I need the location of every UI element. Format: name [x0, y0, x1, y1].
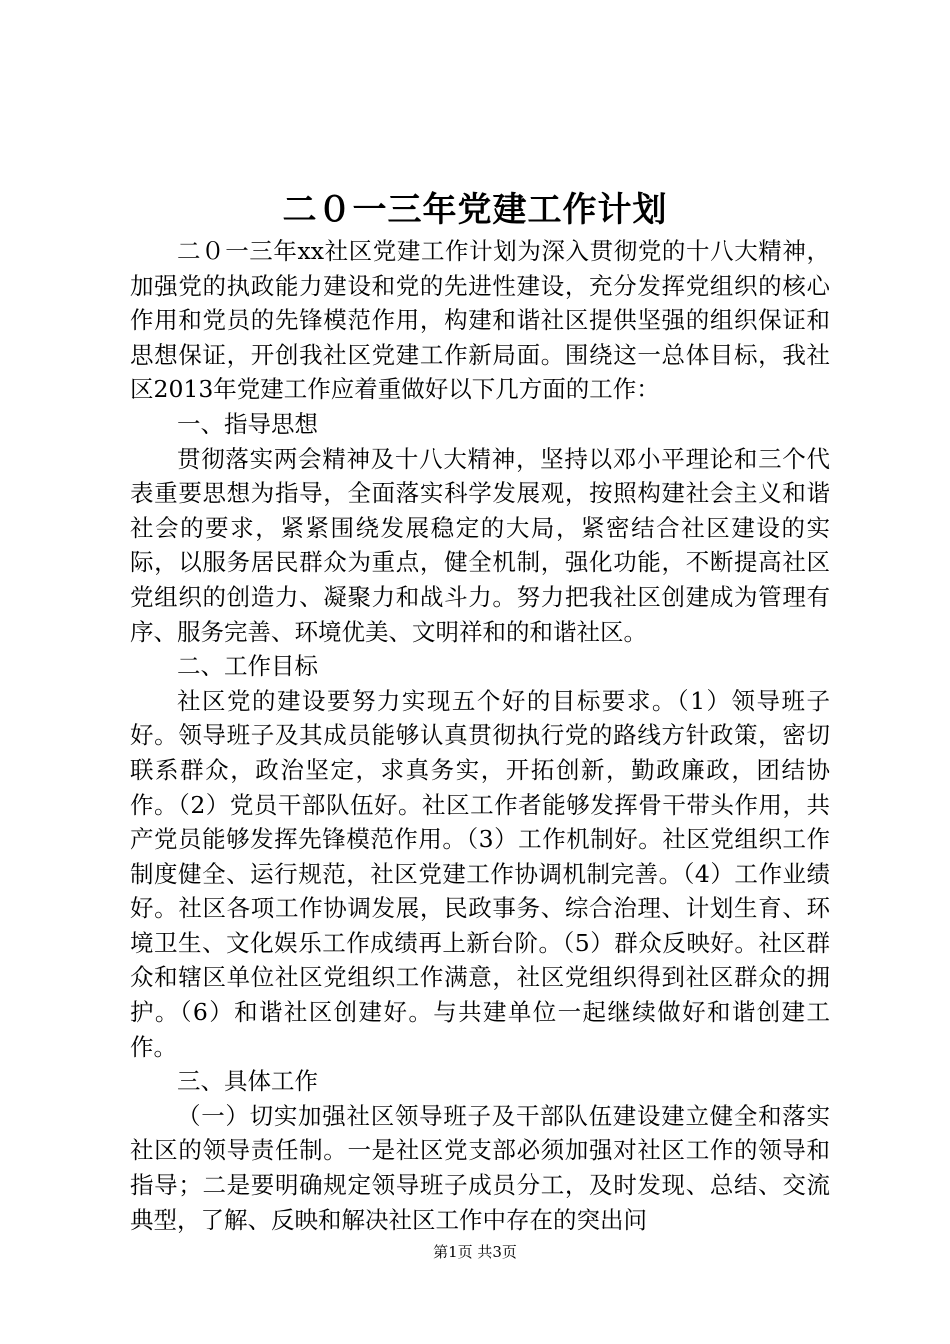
specific-work-paragraph: （一）切实加强社区领导班子及干部队伍建设建立健全和落实社区的领导责任制。一是社区党支部必须加强对社区工作的领导和指导；二是要明确规定领导班子成员分工，及时发现、总结、交流典型，了解、反映和解决社区工作中存在的突出问 — [130, 1101, 830, 1234]
section-heading-specific-work: 三、具体工作 — [177, 1067, 318, 1096]
guiding-ideology-paragraph: 贯彻落实两会精神及十八大精神，坚持以邓小平理论和三个代表重要思想为指导，全面落实科学发展观，按照构建社会主义和谐社会的要求，紧紧围绕发展稳定的大局，紧密结合社区建设的实际，以服务居民群众为重点，健全机制，强化功能，不断提高社区党组织的创造力、凝聚力和战斗力。努力把我社区创建成为管理有序、服务完善、环境优美、文明祥和的和谐社区。 — [130, 444, 830, 646]
section-heading-guiding-ideology: 一、指导思想 — [177, 409, 318, 438]
page-title: 二０一三年党建工作计划 — [282, 190, 668, 230]
work-goals-paragraph: 社区党的建设要努力实现五个好的目标要求。（1）领导班子好。领导班子及其成员能够认真贯彻执行党的路线方针政策，密切联系群众，政治坚定，求真务实，开拓创新，勤政廉政，团结协作。（2）党员干部队伍好。社区工作者能够发挥骨干带头作用，共产党员能够发挥先锋模范作用。（3）工作机制好。社区党组织工作制度健全、运行规范，社区党建工作协调机制完善。（4）工作业绩好。社区各项工作协调发展，民政事务、综合治理、计划生育、环境卫生、文化娱乐工作成绩再上新台阶。（5）群众反映好。社区群众和辖区单位社区党组织工作满意，社区党组织得到社区群众的拥护。（6）和谐社区创建好。与共建单位一起继续做好和谐创建工作。 — [130, 686, 830, 1061]
page-footer: 第1页 共3页 — [433, 1243, 517, 1261]
document-body — [130, 234, 830, 1237]
section-heading-work-goals: 二、工作目标 — [177, 652, 318, 681]
intro-paragraph: 二０一三年xx社区党建工作计划为深入贯彻党的十八大精神，加强党的执政能力建设和党的先进性建设，充分发挥党组织的核心作用和党员的先锋模范作用，构建和谐社区提供坚强的组织保证和思想保证，开创我社区党建工作新局面。围绕这一总体目标，我社区2013年党建工作应着重做好以下几方面的工作： — [130, 237, 830, 404]
